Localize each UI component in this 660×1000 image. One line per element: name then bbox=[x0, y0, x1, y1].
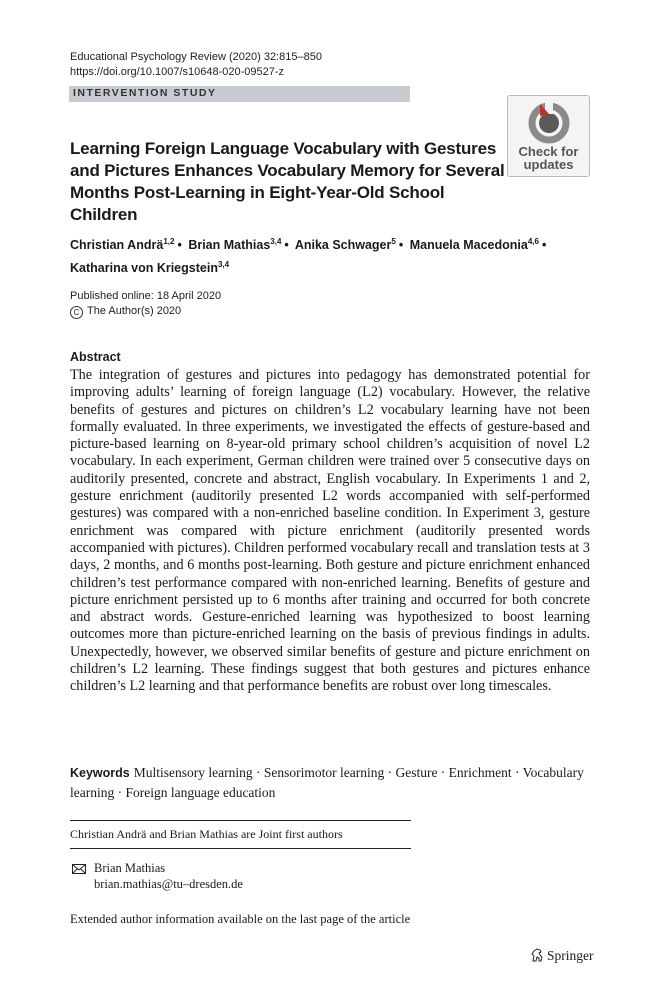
badge-line1: Check for bbox=[518, 144, 579, 159]
footnote-rule-top bbox=[70, 820, 411, 821]
author[interactable]: Brian Mathias$^{3,4}$ bbox=[188, 237, 282, 252]
check-for-updates-badge[interactable] bbox=[507, 95, 590, 177]
author-affiliation: 3,4 bbox=[217, 260, 230, 269]
author-affiliation: 1,2 bbox=[163, 237, 175, 246]
author-list: Christian Andrä$^{1,2}$ • Brian Mathias$^{3,4}$ • Anika Schwager$^5$ • Manuela Macedonia$^{4,6}$ • Katharina von Kriegstein$^{3,4}$ bbox=[70, 237, 547, 275]
doi-link[interactable]: https://doi.org/10.1007/s10648-020-09527-z bbox=[70, 66, 285, 78]
abstract-heading: Abstract bbox=[70, 350, 121, 364]
author[interactable]: Christian Andrä$^{1,2}$ bbox=[70, 237, 175, 252]
abstract-text: The integration of gestures and pictures into pedagogy has demonstrated potential for improving adults’ learning of foreign language (L2) vocabulary. However, the relative benefits of gestures and pictures on children’s L2 vocabulary learning have not been formally evaluated. In three experiments, we investigated the effects of gesture-based and picture-based learning on 8-year-old primary school children’s acquisition of novel L2 vocabulary. In each experiment, German children were trained over 5 consecutive days on auditorily presented, concrete and abstract, English vocabulary. In Experiments 1 and 2, gesture enrichment (auditorily presented L2 words accompanied with self-performed gestures) was compared with a non-enriched baseline condition. In Experiment 3, gesture enrichment was compared with picture enrichment (auditorily presented words accompanied with pictures). Children performed vocabulary recall and translation tests at 3 days, 2 months, and 6 months post-learning. Both gesture and picture enrichment enhanced children’s test performance compared with non-enriched learning. Benefits of gesture and picture enrichment persisted up to 6 months after training and occurred for both concrete and abstract words. Gesture-enriched learning was hypothesized to boost learning outcomes more than picture-enriched learning on the basis of previous findings in adults. Unexpectedly, however, we observed similar benefits of gesture and picture enrichment on children’s L2 learning. These findings suggest that both gestures and pictures enhance children’s L2 learning and that performance benefits are robust over long timescales. bbox=[70, 367, 590, 695]
copyright-line bbox=[70, 304, 221, 319]
journal-header bbox=[70, 50, 322, 80]
footnote-rule-bottom bbox=[70, 848, 411, 849]
extended-author-info: Extended author information available on the last page of the article bbox=[70, 912, 411, 926]
publication-info bbox=[70, 289, 221, 319]
section-label: INTERVENTION STUDY bbox=[73, 87, 217, 99]
author-affiliation: 5 bbox=[391, 237, 396, 246]
author-affiliation: 4,6 bbox=[527, 237, 539, 246]
journal-citation: Educational Psychology Review (2020) 32:815–850 bbox=[70, 51, 322, 63]
check-updates-icon bbox=[528, 102, 570, 144]
copyright-text: The Author(s) 2020 bbox=[87, 305, 182, 317]
publisher-logo bbox=[530, 948, 594, 964]
article-title: Learning Foreign Language Vocabulary with Gestures and Pictures Enhances Vocabulary Memory for Several Months Post-Learning in Eight-Year-Old School Children bbox=[70, 139, 505, 224]
author[interactable]: Katharina von Kriegstein$^{3,4}$ bbox=[70, 260, 230, 275]
publisher-name: Springer bbox=[547, 948, 594, 963]
published-date: Published online: 18 April 2020 bbox=[70, 290, 222, 302]
copyright-icon: C bbox=[70, 306, 83, 319]
author[interactable]: Manuela Macedonia$^{4,6}$ bbox=[409, 237, 539, 252]
author-affiliation: 3,4 bbox=[270, 237, 282, 246]
keywords-text: Multisensory learning · Sensorimotor learning · Gesture · Enrichment · Vocabulary learning · Foreign language education bbox=[70, 765, 584, 800]
keywords-label: Keywords bbox=[70, 766, 130, 780]
section-band bbox=[69, 86, 410, 102]
author[interactable]: Anika Schwager$^5$ bbox=[294, 237, 396, 252]
springer-horse-icon bbox=[530, 948, 544, 962]
keywords bbox=[70, 763, 590, 802]
joint-authors-footnote: Christian Andrä and Brian Mathias are Joint first authors bbox=[70, 827, 343, 841]
badge-line2: updates bbox=[523, 157, 574, 172]
corresponding-author-email[interactable]: brian.mathias@tu–dresden.de bbox=[94, 877, 243, 891]
corresponding-author-name: Brian Mathias bbox=[94, 861, 166, 875]
envelope-icon bbox=[72, 864, 86, 874]
